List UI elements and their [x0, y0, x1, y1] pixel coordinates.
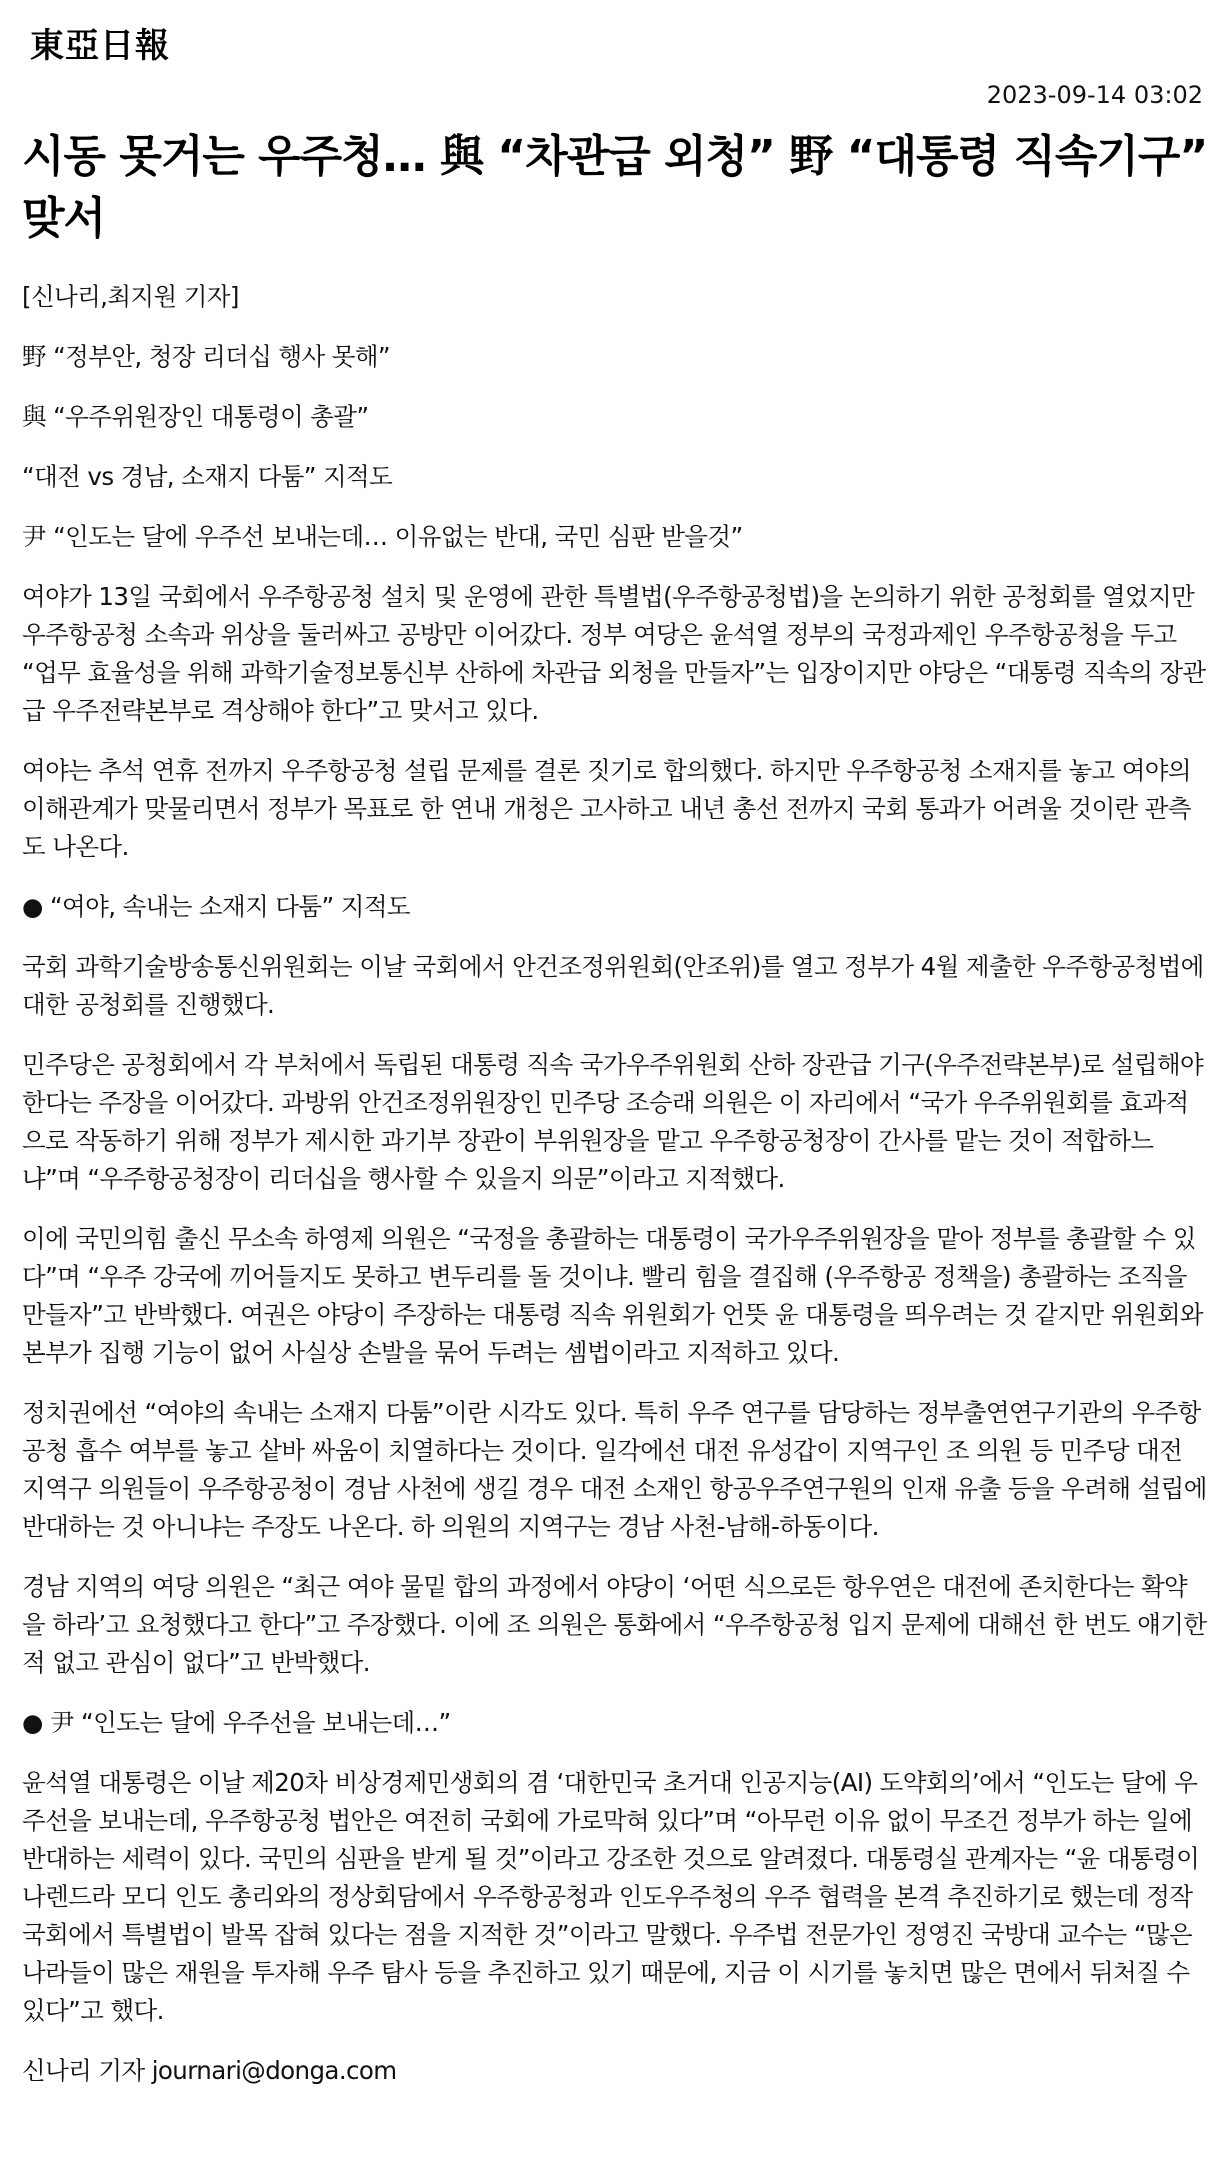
newspaper-logo[interactable]: 東亞日報 — [30, 26, 170, 66]
article-headline: 시동 못거는 우주청… 與 “차관급 외청” 野 “대통령 직속기구” 맞서 — [22, 131, 1208, 244]
article-paragraph: 윤석열 대통령은 이날 제20차 비상경제민생회의 겸 ‘대한민국 초거대 인공지능(AI) 도약회의’에서 “인도는 달에 우주선을 보내는데, 우주항공청 법안은 여전히 국회에 가로막혀 있다”며 “아무런 이유 없이 무조건 정부가 하는 일에 반대하는 세력이 있다. 국민의 심판을 받게 될 것”이라고 강조한 것으로 알려졌다. 대통령실 관계자는 “윤 대통령이 나렌드라 모디 인도 총리와의 정상회담에서 우주항공청과 인도우주청의 우주 협력을 본격 추진하기로 했는데 정작 국회에서 특별법이 발목 잡혀 있다는 점을 지적한 것”이라고 말했다. 우주법 전문가인 정영진 국방대 교수는 “많은 나라들이 많은 재원을 투자해 우주 탐사 등을 추진하고 있기 때문에, 지금 이 시기를 놓치면 많은 면에서 뒤처질 수 있다”고 했다. — [22, 1768, 1200, 2025]
section-heading: ● 尹 “인도는 달에 우주선을 보내는데…” — [22, 1708, 451, 1737]
article-paragraph: 경남 지역의 여당 의원은 “최근 여야 물밑 합의 과정에서 야당이 ‘어떤 식으로든 항우연은 대전에 존치한다는 확약을 하라’고 요청했다고 한다”고 주장했다. 이에 조 의원은 통화에서 “우주항공청 입지 문제에 대해선 한 번도 얘기한 적 없고 관심이 없다”고 반박했다. — [22, 1572, 1207, 1677]
article-paragraph: 국회 과학기술방송통신위원회는 이날 국회에서 안건조정위원회(안조위)를 열고 정부가 4월 제출한 우주항공청법에 대한 공청회를 진행했다. — [22, 952, 1204, 1019]
article-paragraph: 정치권에선 “여야의 속내는 소재지 다툼”이란 시각도 있다. 특히 우주 연구를 담당하는 정부출연연구기관의 우주항공청 흡수 여부를 놓고 샅바 싸움이 치열하다는 것이다. 일각에선 대전 유성갑이 지역구인 조 의원 등 민주당 대전 지역구 의원들이 우주항공청이 경남 사천에 생길 경우 대전 소재인 항공우주연구원의 인재 유출 등을 우려해 설립에 반대하는 것 아니냐는 주장도 나온다. 하 의원의 지역구는 경남 사천-남해-하동이다. — [22, 1398, 1207, 1541]
article-paragraph: 여야가 13일 국회에서 우주항공청 설치 및 운영에 관한 특별법(우주항공청법)을 논의하기 위한 공청회를 열었지만 우주항공청 소속과 위상을 둘러싸고 공방만 이어갔다. 정부 여당은 윤석열 정부의 국정과제인 우주항공청을 두고 “업무 효율성을 위해 과학기술정보통신부 산하에 차관급 외청을 만들자”는 입장이지만 야당은 “대통령 직속의 장관급 우주전략본부로 격상해야 한다”고 맞서고 있다. — [22, 582, 1206, 725]
section-heading: ● “여야, 속내는 소재지 다툼” 지적도 — [22, 892, 410, 921]
subhead: 野 “정부안, 청장 리더십 행사 못해” — [22, 342, 391, 371]
article-paragraph: 여야는 추석 연휴 전까지 우주항공청 설립 문제를 결론 짓기로 합의했다. 하지만 우주항공청 소재지를 놓고 여야의 이해관계가 맞물리면서 정부가 목표로 한 연내 개청은 고사하고 내년 총선 전까지 국회 통과가 어려울 것이란 관측도 나온다. — [22, 756, 1191, 861]
subhead: 與 “우주위원장인 대통령이 총괄” — [22, 402, 369, 431]
article-body — [22, 278, 1210, 2112]
byline: 신나리 기자 journari@donga.com — [22, 2056, 397, 2085]
article-paragraph: 민주당은 공청회에서 각 부처에서 독립된 대통령 직속 국가우주위원회 산하 장관급 기구(우주전략본부)로 설립해야 한다는 주장을 이어갔다. 과방위 안건조정위원장인 민주당 조승래 의원은 이 자리에서 “국가 우주위원회를 효과적으로 작동하기 위해 정부가 제시한 과기부 장관이 부위원장을 맡고 우주항공청장이 간사를 맡는 것이 적합하느냐”며 “우주항공청장이 리더십을 행사할 수 있을지 의문”이라고 지적했다. — [22, 1050, 1204, 1193]
article-datetime: 2023-09-14 03:02 — [986, 81, 1203, 109]
subhead: “대전 vs 경남, 소재지 다툼” 지적도 — [22, 462, 393, 491]
article-paragraph: 이에 국민의힘 출신 무소속 하영제 의원은 “국정을 총괄하는 대통령이 국가우주위원장을 맡아 정부를 총괄할 수 있다”며 “우주 강국에 끼어들지도 못하고 변두리를 돌 것이냐. 빨리 힘을 결집해 (우주항공 정책을) 총괄하는 조직을 만들자”고 반박했다. 여권은 야당이 주장하는 대통령 직속 위원회가 언뜻 윤 대통령을 띄우려는 것 같지만 위원회와 본부가 집행 기능이 없어 사실상 손발을 묶어 두려는 셈법이라고 지적하고 있다. — [22, 1224, 1203, 1367]
reporters-line: [신나리,최지원 기자] — [22, 282, 239, 311]
subhead: 尹 “인도는 달에 우주선 보내는데… 이유없는 반대, 국민 심판 받을것” — [22, 522, 743, 551]
